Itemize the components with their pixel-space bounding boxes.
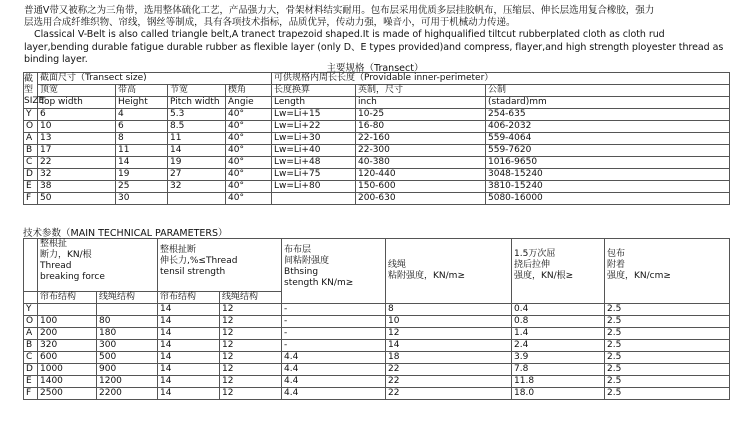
elong-cord-subheader: 线绳结构 — [220, 292, 282, 304]
length-header-cn: 长度换算 — [272, 85, 356, 97]
table1-caption: 主要规格（Transect） — [326, 63, 424, 74]
elongation-header — [158, 239, 282, 292]
spec-pitch-cell: 19 — [168, 157, 226, 169]
spec-size-cell: O — [24, 121, 38, 133]
spec-top-cell: 13 — [38, 133, 116, 145]
breaking-force-header-4: breaking force — [40, 272, 105, 282]
intro-cn-line-1: 普通V带又被称之为三角带，选用整体硫化工艺，产品强力大，骨架材料结实耐用。包布层采用优质多层挂胶帆布，压缩层、伸长层选用复合橡胶，强力 — [24, 5, 655, 16]
tech-size-cell: D — [24, 364, 38, 376]
cord-adhesion-header-1: 线绳 — [388, 260, 407, 270]
tech-wrap-cell: 2.5 — [605, 352, 730, 364]
wrap-adhesion-header — [605, 239, 730, 304]
tech-e_cloth-cell: 14 — [158, 304, 220, 316]
table-row — [24, 388, 730, 400]
fatigue-header-1: 1.5万次屈 — [514, 249, 556, 259]
spec-mm-cell: 559-7620 — [486, 145, 730, 157]
spec-size-cell: C — [24, 157, 38, 169]
spec-length-cell: Lw=Li+75 — [272, 169, 356, 181]
spec-inch-cell: 200-630 — [356, 193, 486, 205]
adhesion-header-1: 布布层 — [284, 245, 312, 255]
tech-e_cord-cell: 12 — [220, 316, 282, 328]
elong-cloth-subheader: 帘布结构 — [158, 292, 220, 304]
tech-size-header — [24, 239, 38, 292]
elongation-header-1: 整根扯断 — [160, 245, 197, 255]
spec-size-cell: B — [24, 145, 38, 157]
table-row — [24, 364, 730, 376]
spec-height-cell: 4 — [116, 109, 168, 121]
tech-e_cord-cell: 12 — [220, 388, 282, 400]
tech-adh-cell: - — [282, 304, 386, 316]
break-cloth-subheader: 帘布结构 — [38, 292, 97, 304]
breaking-force-header — [38, 239, 158, 292]
spec-mm-cell: 5080-16000 — [486, 193, 730, 205]
spec-size-cell: Y — [24, 109, 38, 121]
spec-top-cell: 32 — [38, 169, 116, 181]
spec-pitch-cell: 5.3 — [168, 109, 226, 121]
tech-e_cloth-cell: 14 — [158, 340, 220, 352]
intro-cn-line-2: 层选用合成纤维织物、帘线，钢丝等制成，具有各项技术指标，品质优异，传动力强，噪音小，可用于机械动力传递。 — [24, 17, 516, 29]
spec-size-cell: D — [24, 169, 38, 181]
tech-b_cord-cell: 80 — [97, 316, 158, 328]
tech-wrap-cell: 2.5 — [605, 316, 730, 328]
tech-b_cloth-cell: 200 — [38, 328, 97, 340]
tech-wrap-cell: 2.5 — [605, 364, 730, 376]
tech-adh-cell: - — [282, 328, 386, 340]
table-row — [24, 304, 730, 316]
height-header-en: Height — [116, 97, 168, 109]
elongation-header-2: 伸长力,%≤Thread — [160, 256, 238, 266]
table-row — [24, 121, 730, 133]
spec-height-cell: 8 — [116, 133, 168, 145]
pitch-header-en: Pitch width — [168, 97, 226, 109]
table-row — [24, 193, 730, 205]
cord-adhesion-header-2: 粘附强度，KN/m≥ — [388, 271, 465, 281]
tech-cord-cell: 22 — [386, 376, 512, 388]
fatigue-header-3: 强度，KN/根≥ — [514, 271, 574, 281]
tech-cord-cell: 22 — [386, 364, 512, 376]
tech-cord-cell: 8 — [386, 304, 512, 316]
spec-inch-cell: 10-25 — [356, 109, 486, 121]
spec-header-row-2 — [24, 85, 730, 97]
tech-e_cord-cell: 12 — [220, 364, 282, 376]
spec-mm-cell: 3048-15240 — [486, 169, 730, 181]
spec-height-cell: 14 — [116, 157, 168, 169]
tech-cord-cell: 10 — [386, 316, 512, 328]
table-row — [24, 169, 730, 181]
angle-header-cn: 楔角 — [226, 85, 272, 97]
spec-angle-cell: 40° — [226, 109, 272, 121]
top-width-header-cn: 顶宽 — [38, 85, 116, 97]
table-row — [24, 376, 730, 388]
breaking-force-header-1: 整根扯 — [40, 239, 68, 249]
tech-size-cell: O — [24, 316, 38, 328]
spec-length-cell: Lw=Li+48 — [272, 157, 356, 169]
tech-e_cloth-cell: 14 — [158, 316, 220, 328]
tech-cord-cell: 12 — [386, 328, 512, 340]
table-row — [24, 181, 730, 193]
transect-group-header: 截面尺寸（Transect size) — [38, 73, 272, 85]
length-header-en: Length — [272, 97, 356, 109]
tech-fat-cell: 18.0 — [512, 388, 605, 400]
spec-size-cell: F — [24, 193, 38, 205]
tech-fat-cell: 2.4 — [512, 340, 605, 352]
tech-fat-cell: 0.4 — [512, 304, 605, 316]
adhesion-header — [282, 239, 386, 304]
spec-angle-cell: 40° — [226, 133, 272, 145]
tech-e_cord-cell: 12 — [220, 328, 282, 340]
table-row — [24, 352, 730, 364]
spec-length-cell — [272, 193, 356, 205]
spec-table — [23, 72, 730, 205]
spec-angle-cell: 40° — [226, 193, 272, 205]
spec-angle-cell: 40° — [226, 169, 272, 181]
breaking-force-header-3: Thread — [40, 261, 72, 271]
tech-e_cloth-cell: 14 — [158, 388, 220, 400]
spec-length-cell: Lw=Li+30 — [272, 133, 356, 145]
top-width-header-en: Top width — [38, 97, 116, 109]
intro-en-line-3: binding layer. — [24, 53, 88, 65]
tech-header-row-1 — [24, 239, 730, 292]
wrap-adhesion-header-1: 包布 — [607, 249, 626, 259]
tech-adh-cell: 4.4 — [282, 352, 386, 364]
spec-header-row-3 — [24, 97, 730, 109]
spec-pitch-cell: 14 — [168, 145, 226, 157]
spec-pitch-cell: 32 — [168, 181, 226, 193]
tech-e_cord-cell: 12 — [220, 304, 282, 316]
spec-height-cell: 30 — [116, 193, 168, 205]
spec-top-cell: 10 — [38, 121, 116, 133]
spec-height-cell: 6 — [116, 121, 168, 133]
tech-wrap-cell: 2.5 — [605, 376, 730, 388]
tech-fat-cell: 0.8 — [512, 316, 605, 328]
table2-caption: 技术参数（MAIN TECHNICAL PARAMETERS） — [23, 228, 228, 239]
break-cord-subheader: 线绳结构 — [97, 292, 158, 304]
spec-height-cell: 25 — [116, 181, 168, 193]
tech-fat-cell: 11.8 — [512, 376, 605, 388]
adhesion-header-3: Bthsing — [284, 267, 319, 277]
spec-inch-cell: 22-160 — [356, 133, 486, 145]
inch-header-en: inch — [356, 97, 486, 109]
table-row — [24, 109, 730, 121]
mm-header-en: (stadard)mm — [486, 97, 730, 109]
tech-e_cord-cell: 12 — [220, 340, 282, 352]
spec-inch-cell: 40-380 — [356, 157, 486, 169]
tech-adh-cell: - — [282, 340, 386, 352]
tech-b_cloth-cell: 100 — [38, 316, 97, 328]
angle-header-en: Angie — [226, 97, 272, 109]
spec-angle-cell: 40° — [226, 121, 272, 133]
size-header-en: SIZE — [24, 96, 45, 106]
tech-e_cloth-cell: 14 — [158, 328, 220, 340]
spec-inch-cell: 16-80 — [356, 121, 486, 133]
spec-length-cell: Lw=Li+15 — [272, 109, 356, 121]
tech-adh-cell: 4.4 — [282, 376, 386, 388]
tech-adh-cell: - — [282, 316, 386, 328]
table-row — [24, 340, 730, 352]
tech-wrap-cell: 2.5 — [605, 304, 730, 316]
wrap-adhesion-header-3: 强度，KN/cm≥ — [607, 271, 671, 281]
tech-cord-cell: 18 — [386, 352, 512, 364]
tech-e_cloth-cell: 14 — [158, 376, 220, 388]
tech-fat-cell: 7.8 — [512, 364, 605, 376]
spec-angle-cell: 40° — [226, 145, 272, 157]
tech-b_cloth-cell: 2500 — [38, 388, 97, 400]
pitch-header-cn: 节宽 — [168, 85, 226, 97]
wrap-adhesion-header-2: 附着 — [607, 260, 626, 270]
spec-pitch-cell: 27 — [168, 169, 226, 181]
intro-text — [24, 5, 730, 66]
fatigue-header-2: 挠后拉伸 — [514, 260, 551, 270]
spec-top-cell: 38 — [38, 181, 116, 193]
tech-cord-cell: 22 — [386, 388, 512, 400]
tech-size-subheader — [24, 292, 38, 304]
table-row — [24, 133, 730, 145]
tech-wrap-cell: 2.5 — [605, 328, 730, 340]
tech-size-cell: B — [24, 340, 38, 352]
tech-b_cloth-cell: 1000 — [38, 364, 97, 376]
size-header — [24, 73, 45, 109]
spec-length-cell: Lw=Li+40 — [272, 145, 356, 157]
tech-e_cord-cell: 12 — [220, 352, 282, 364]
tech-size-cell: E — [24, 376, 38, 388]
spec-height-cell: 19 — [116, 169, 168, 181]
spec-pitch-cell: 8.5 — [168, 121, 226, 133]
spec-pitch-cell: 11 — [168, 133, 226, 145]
tech-b_cord-cell: 1200 — [97, 376, 158, 388]
intro-en-line-1: Classical V-Belt is also called triangle belt,A tranect trapezoid shaped.It is made of highqualified tiltcut rubberplated cloth as cloth rud — [34, 29, 665, 41]
tech-b_cloth-cell: 600 — [38, 352, 97, 364]
spec-mm-cell: 3810-15240 — [486, 181, 730, 193]
spec-inch-cell: 150-600 — [356, 181, 486, 193]
elongation-header-3: tensil strength — [160, 267, 226, 277]
tech-size-cell: A — [24, 328, 38, 340]
adhesion-header-2: 间粘附强度 — [284, 256, 330, 266]
spec-header-row-1 — [24, 73, 730, 85]
tech-fat-cell: 1.4 — [512, 328, 605, 340]
tech-b_cord-cell: 180 — [97, 328, 158, 340]
table-row — [24, 157, 730, 169]
spec-top-cell: 6 — [38, 109, 116, 121]
mm-header-cn: 公制 — [486, 85, 730, 97]
table-row — [24, 316, 730, 328]
tech-size-cell: Y — [24, 304, 38, 316]
cord-adhesion-header — [386, 239, 512, 304]
tech-b_cloth-cell — [38, 304, 97, 316]
tech-e_cloth-cell: 14 — [158, 364, 220, 376]
breaking-force-header-2: 断力，KN/根 — [40, 250, 92, 260]
spec-size-cell: E — [24, 181, 38, 193]
tech-fat-cell: 3.9 — [512, 352, 605, 364]
tech-b_cloth-cell: 1400 — [38, 376, 97, 388]
spec-mm-cell: 1016-9650 — [486, 157, 730, 169]
spec-mm-cell: 559-4064 — [486, 133, 730, 145]
spec-inch-cell: 120-440 — [356, 169, 486, 181]
fatigue-header — [512, 239, 605, 304]
technical-table — [23, 238, 730, 400]
tech-b_cloth-cell: 320 — [38, 340, 97, 352]
inch-header-cn: 英制，尺寸 — [356, 85, 486, 97]
table-row — [24, 145, 730, 157]
adhesion-header-4: stength KN/m≥ — [284, 278, 354, 288]
tech-adh-cell: 4.4 — [282, 388, 386, 400]
tech-adh-cell: 4.4 — [282, 364, 386, 376]
tech-b_cord-cell — [97, 304, 158, 316]
tech-b_cord-cell: 2200 — [97, 388, 158, 400]
tech-size-cell: C — [24, 352, 38, 364]
perimeter-group-header: 可供规格内周长长度（Providable inner-perimeter） — [272, 73, 730, 85]
spec-top-cell: 22 — [38, 157, 116, 169]
tech-e_cloth-cell: 14 — [158, 352, 220, 364]
tech-wrap-cell: 2.5 — [605, 388, 730, 400]
tech-size-cell: F — [24, 388, 38, 400]
height-header-cn: 带高 — [116, 85, 168, 97]
intro-en-line-2: layer,bending durable fatigue durable rubber as flexible layer (only D、E types provided)and compress, flayer,and high strength ployester thread as — [24, 41, 724, 53]
tech-b_cord-cell: 300 — [97, 340, 158, 352]
spec-mm-cell: 406-2032 — [486, 121, 730, 133]
tech-e_cord-cell: 12 — [220, 376, 282, 388]
spec-top-cell: 50 — [38, 193, 116, 205]
tech-b_cord-cell: 500 — [97, 352, 158, 364]
size-header-cn: 截型 — [24, 74, 34, 95]
spec-height-cell: 11 — [116, 145, 168, 157]
spec-inch-cell: 22-300 — [356, 145, 486, 157]
tech-wrap-cell: 2.5 — [605, 340, 730, 352]
spec-length-cell: Lw=Li+80 — [272, 181, 356, 193]
spec-mm-cell: 254-635 — [486, 109, 730, 121]
spec-length-cell: Lw=Li+22 — [272, 121, 356, 133]
tech-b_cord-cell: 900 — [97, 364, 158, 376]
spec-angle-cell: 40° — [226, 157, 272, 169]
spec-top-cell: 17 — [38, 145, 116, 157]
tech-cord-cell: 14 — [386, 340, 512, 352]
table-row — [24, 328, 730, 340]
spec-pitch-cell — [168, 193, 226, 205]
spec-size-cell: A — [24, 133, 38, 145]
spec-angle-cell: 40° — [226, 181, 272, 193]
